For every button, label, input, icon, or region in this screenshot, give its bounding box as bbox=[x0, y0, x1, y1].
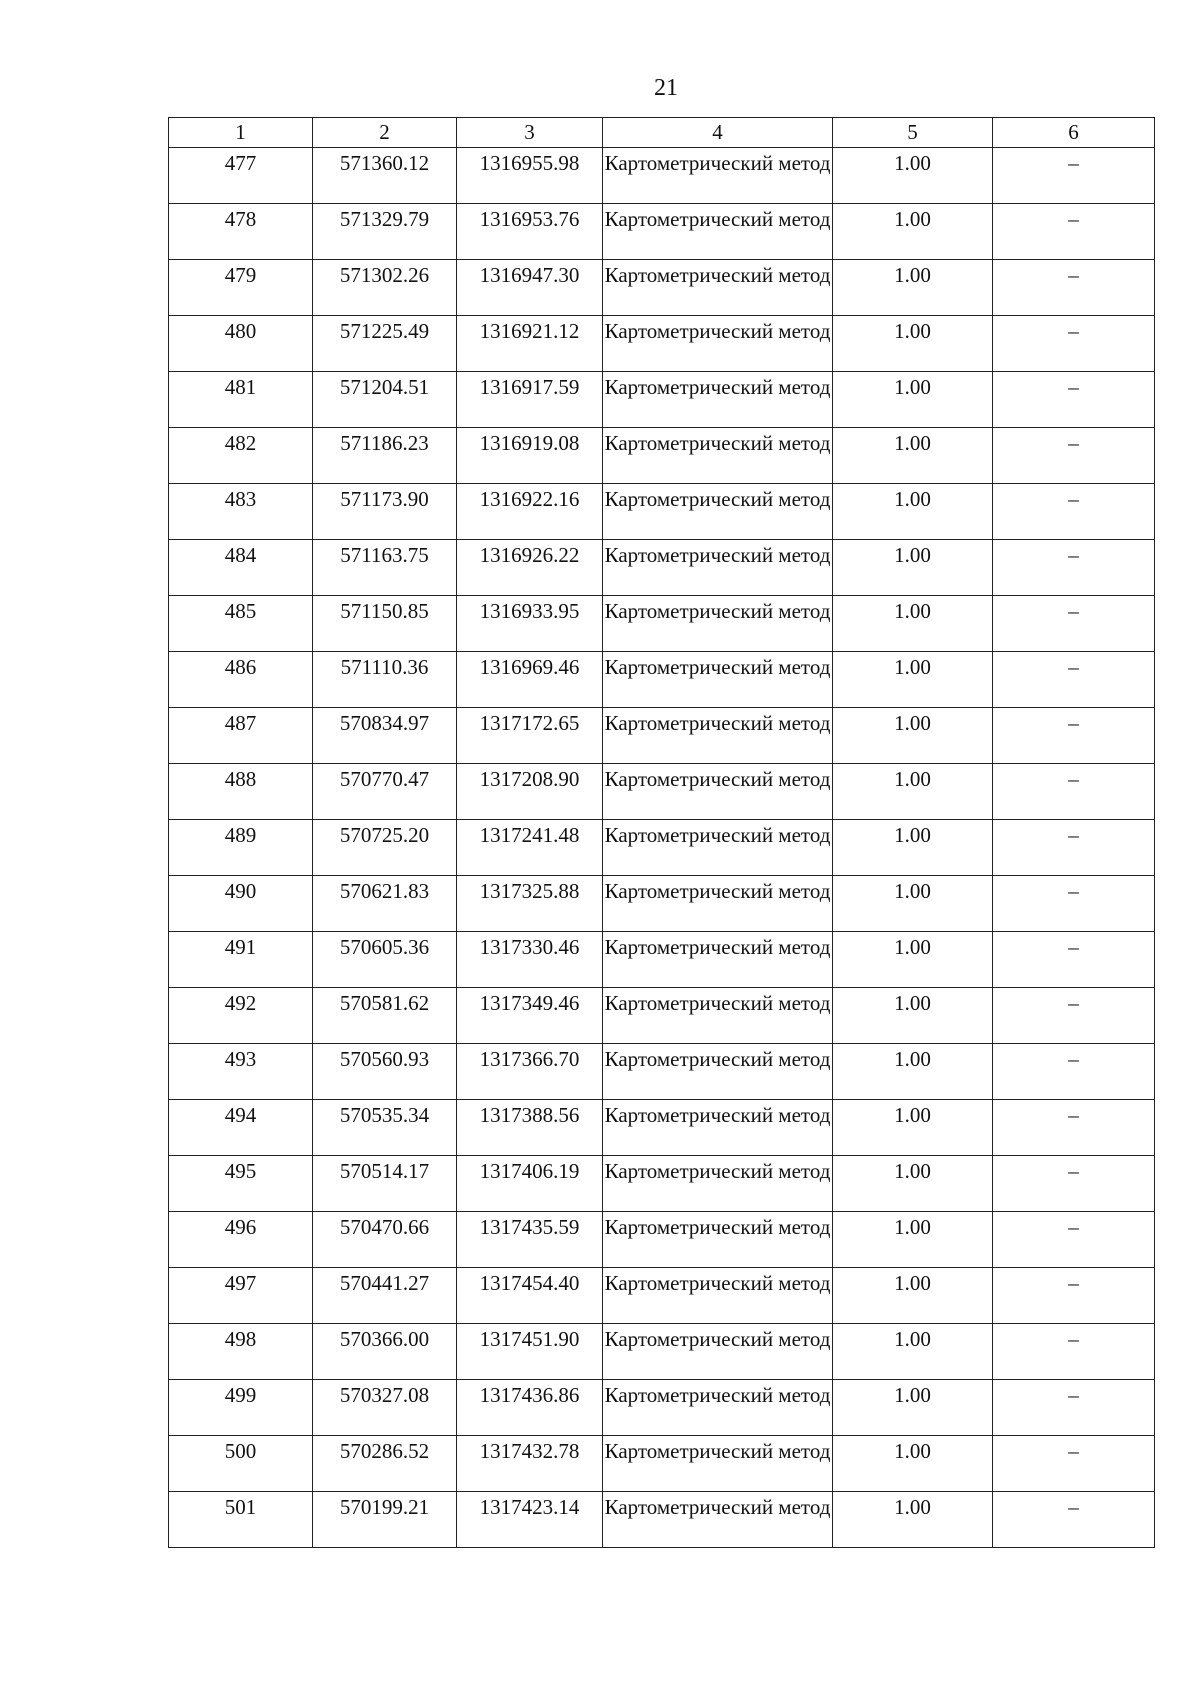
header-cell-5: 5 bbox=[833, 118, 993, 148]
y-coordinate-cell: 1317330.46 bbox=[457, 932, 603, 988]
note-cell: – bbox=[993, 876, 1155, 932]
x-coordinate-cell: 571329.79 bbox=[313, 204, 457, 260]
accuracy-cell: 1.00 bbox=[833, 428, 993, 484]
y-coordinate-cell: 1317366.70 bbox=[457, 1044, 603, 1100]
accuracy-cell: 1.00 bbox=[833, 708, 993, 764]
table-row bbox=[169, 764, 1155, 820]
method-cell: Картометрический метод bbox=[603, 1212, 833, 1268]
point-number-cell: 484 bbox=[169, 540, 313, 596]
point-number-cell: 497 bbox=[169, 1268, 313, 1324]
x-coordinate-cell: 571150.85 bbox=[313, 596, 457, 652]
x-coordinate-cell: 570560.93 bbox=[313, 1044, 457, 1100]
method-cell: Картометрический метод bbox=[603, 540, 833, 596]
note-cell: – bbox=[993, 764, 1155, 820]
method-cell: Картометрический метод bbox=[603, 932, 833, 988]
accuracy-cell: 1.00 bbox=[833, 820, 993, 876]
y-coordinate-cell: 1316921.12 bbox=[457, 316, 603, 372]
y-coordinate-cell: 1317432.78 bbox=[457, 1436, 603, 1492]
method-cell: Картометрический метод bbox=[603, 652, 833, 708]
table-row bbox=[169, 596, 1155, 652]
point-number-cell: 500 bbox=[169, 1436, 313, 1492]
accuracy-cell: 1.00 bbox=[833, 1268, 993, 1324]
method-cell: Картометрический метод bbox=[603, 1044, 833, 1100]
table-row bbox=[169, 988, 1155, 1044]
x-coordinate-cell: 570621.83 bbox=[313, 876, 457, 932]
y-coordinate-cell: 1317172.65 bbox=[457, 708, 603, 764]
y-coordinate-cell: 1317436.86 bbox=[457, 1380, 603, 1436]
point-number-cell: 501 bbox=[169, 1492, 313, 1548]
y-coordinate-cell: 1317241.48 bbox=[457, 820, 603, 876]
accuracy-cell: 1.00 bbox=[833, 1044, 993, 1100]
table-row bbox=[169, 204, 1155, 260]
method-cell: Картометрический метод bbox=[603, 372, 833, 428]
x-coordinate-cell: 570286.52 bbox=[313, 1436, 457, 1492]
table-row bbox=[169, 428, 1155, 484]
accuracy-cell: 1.00 bbox=[833, 260, 993, 316]
note-cell: – bbox=[993, 204, 1155, 260]
header-cell-1: 1 bbox=[169, 118, 313, 148]
accuracy-cell: 1.00 bbox=[833, 988, 993, 1044]
point-number-cell: 489 bbox=[169, 820, 313, 876]
table-row bbox=[169, 1436, 1155, 1492]
note-cell: – bbox=[993, 988, 1155, 1044]
x-coordinate-cell: 570199.21 bbox=[313, 1492, 457, 1548]
y-coordinate-cell: 1317435.59 bbox=[457, 1212, 603, 1268]
coordinates-table bbox=[168, 117, 1155, 1548]
y-coordinate-cell: 1316919.08 bbox=[457, 428, 603, 484]
x-coordinate-cell: 571110.36 bbox=[313, 652, 457, 708]
accuracy-cell: 1.00 bbox=[833, 316, 993, 372]
accuracy-cell: 1.00 bbox=[833, 372, 993, 428]
x-coordinate-cell: 570470.66 bbox=[313, 1212, 457, 1268]
x-coordinate-cell: 570725.20 bbox=[313, 820, 457, 876]
y-coordinate-cell: 1316926.22 bbox=[457, 540, 603, 596]
note-cell: – bbox=[993, 1044, 1155, 1100]
accuracy-cell: 1.00 bbox=[833, 1100, 993, 1156]
x-coordinate-cell: 570441.27 bbox=[313, 1268, 457, 1324]
y-coordinate-cell: 1317423.14 bbox=[457, 1492, 603, 1548]
x-coordinate-cell: 571186.23 bbox=[313, 428, 457, 484]
note-cell: – bbox=[993, 1156, 1155, 1212]
note-cell: – bbox=[993, 1100, 1155, 1156]
point-number-cell: 494 bbox=[169, 1100, 313, 1156]
y-coordinate-cell: 1317454.40 bbox=[457, 1268, 603, 1324]
table-row bbox=[169, 1156, 1155, 1212]
method-cell: Картометрический метод bbox=[603, 988, 833, 1044]
accuracy-cell: 1.00 bbox=[833, 1324, 993, 1380]
accuracy-cell: 1.00 bbox=[833, 148, 993, 204]
method-cell: Картометрический метод bbox=[603, 820, 833, 876]
y-coordinate-cell: 1316969.46 bbox=[457, 652, 603, 708]
accuracy-cell: 1.00 bbox=[833, 1380, 993, 1436]
x-coordinate-cell: 571302.26 bbox=[313, 260, 457, 316]
header-cell-3: 3 bbox=[457, 118, 603, 148]
y-coordinate-cell: 1317388.56 bbox=[457, 1100, 603, 1156]
table-row bbox=[169, 932, 1155, 988]
point-number-cell: 479 bbox=[169, 260, 313, 316]
accuracy-cell: 1.00 bbox=[833, 596, 993, 652]
page-number: 21 bbox=[654, 75, 678, 101]
x-coordinate-cell: 571163.75 bbox=[313, 540, 457, 596]
header-row bbox=[169, 118, 1155, 148]
y-coordinate-cell: 1317406.19 bbox=[457, 1156, 603, 1212]
y-coordinate-cell: 1317349.46 bbox=[457, 988, 603, 1044]
point-number-cell: 481 bbox=[169, 372, 313, 428]
note-cell: – bbox=[993, 372, 1155, 428]
method-cell: Картометрический метод bbox=[603, 1436, 833, 1492]
note-cell: – bbox=[993, 316, 1155, 372]
table-row bbox=[169, 316, 1155, 372]
table-row bbox=[169, 652, 1155, 708]
method-cell: Картометрический метод bbox=[603, 596, 833, 652]
method-cell: Картометрический метод bbox=[603, 148, 833, 204]
method-cell: Картометрический метод bbox=[603, 1100, 833, 1156]
point-number-cell: 490 bbox=[169, 876, 313, 932]
y-coordinate-cell: 1317208.90 bbox=[457, 764, 603, 820]
table-body bbox=[169, 148, 1155, 1548]
y-coordinate-cell: 1316947.30 bbox=[457, 260, 603, 316]
method-cell: Картометрический метод bbox=[603, 428, 833, 484]
point-number-cell: 478 bbox=[169, 204, 313, 260]
method-cell: Картометрический метод bbox=[603, 1268, 833, 1324]
accuracy-cell: 1.00 bbox=[833, 1156, 993, 1212]
note-cell: – bbox=[993, 1436, 1155, 1492]
x-coordinate-cell: 571225.49 bbox=[313, 316, 457, 372]
y-coordinate-cell: 1316953.76 bbox=[457, 204, 603, 260]
point-number-cell: 491 bbox=[169, 932, 313, 988]
point-number-cell: 488 bbox=[169, 764, 313, 820]
point-number-cell: 498 bbox=[169, 1324, 313, 1380]
point-number-cell: 482 bbox=[169, 428, 313, 484]
note-cell: – bbox=[993, 428, 1155, 484]
table-row bbox=[169, 484, 1155, 540]
accuracy-cell: 1.00 bbox=[833, 1492, 993, 1548]
method-cell: Картометрический метод bbox=[603, 1156, 833, 1212]
note-cell: – bbox=[993, 1212, 1155, 1268]
x-coordinate-cell: 570770.47 bbox=[313, 764, 457, 820]
y-coordinate-cell: 1317325.88 bbox=[457, 876, 603, 932]
point-number-cell: 495 bbox=[169, 1156, 313, 1212]
method-cell: Картометрический метод bbox=[603, 204, 833, 260]
accuracy-cell: 1.00 bbox=[833, 932, 993, 988]
point-number-cell: 487 bbox=[169, 708, 313, 764]
y-coordinate-cell: 1316933.95 bbox=[457, 596, 603, 652]
header-cell-2: 2 bbox=[313, 118, 457, 148]
method-cell: Картометрический метод bbox=[603, 484, 833, 540]
accuracy-cell: 1.00 bbox=[833, 764, 993, 820]
table-row bbox=[169, 1324, 1155, 1380]
x-coordinate-cell: 570581.62 bbox=[313, 988, 457, 1044]
accuracy-cell: 1.00 bbox=[833, 876, 993, 932]
accuracy-cell: 1.00 bbox=[833, 540, 993, 596]
table-row bbox=[169, 260, 1155, 316]
accuracy-cell: 1.00 bbox=[833, 1436, 993, 1492]
note-cell: – bbox=[993, 820, 1155, 876]
table-row bbox=[169, 876, 1155, 932]
table-row bbox=[169, 1492, 1155, 1548]
accuracy-cell: 1.00 bbox=[833, 652, 993, 708]
method-cell: Картометрический метод bbox=[603, 1324, 833, 1380]
method-cell: Картометрический метод bbox=[603, 316, 833, 372]
table-header bbox=[169, 118, 1155, 148]
note-cell: – bbox=[993, 652, 1155, 708]
note-cell: – bbox=[993, 260, 1155, 316]
x-coordinate-cell: 570327.08 bbox=[313, 1380, 457, 1436]
note-cell: – bbox=[993, 1268, 1155, 1324]
point-number-cell: 486 bbox=[169, 652, 313, 708]
note-cell: – bbox=[993, 708, 1155, 764]
table-row bbox=[169, 372, 1155, 428]
method-cell: Картометрический метод bbox=[603, 260, 833, 316]
note-cell: – bbox=[993, 1492, 1155, 1548]
table-row bbox=[169, 1380, 1155, 1436]
y-coordinate-cell: 1316955.98 bbox=[457, 148, 603, 204]
accuracy-cell: 1.00 bbox=[833, 1212, 993, 1268]
x-coordinate-cell: 570535.34 bbox=[313, 1100, 457, 1156]
note-cell: – bbox=[993, 148, 1155, 204]
table-row bbox=[169, 1044, 1155, 1100]
table-row bbox=[169, 540, 1155, 596]
point-number-cell: 493 bbox=[169, 1044, 313, 1100]
note-cell: – bbox=[993, 484, 1155, 540]
x-coordinate-cell: 570514.17 bbox=[313, 1156, 457, 1212]
accuracy-cell: 1.00 bbox=[833, 204, 993, 260]
table-row bbox=[169, 1212, 1155, 1268]
y-coordinate-cell: 1317451.90 bbox=[457, 1324, 603, 1380]
x-coordinate-cell: 570834.97 bbox=[313, 708, 457, 764]
note-cell: – bbox=[993, 1380, 1155, 1436]
x-coordinate-cell: 571173.90 bbox=[313, 484, 457, 540]
header-cell-6: 6 bbox=[993, 118, 1155, 148]
x-coordinate-cell: 571204.51 bbox=[313, 372, 457, 428]
accuracy-cell: 1.00 bbox=[833, 484, 993, 540]
note-cell: – bbox=[993, 540, 1155, 596]
y-coordinate-cell: 1316922.16 bbox=[457, 484, 603, 540]
table-row bbox=[169, 148, 1155, 204]
point-number-cell: 499 bbox=[169, 1380, 313, 1436]
table-row bbox=[169, 1268, 1155, 1324]
point-number-cell: 496 bbox=[169, 1212, 313, 1268]
table-row bbox=[169, 1100, 1155, 1156]
method-cell: Картометрический метод bbox=[603, 1380, 833, 1436]
note-cell: – bbox=[993, 1324, 1155, 1380]
table-row bbox=[169, 820, 1155, 876]
x-coordinate-cell: 570605.36 bbox=[313, 932, 457, 988]
x-coordinate-cell: 571360.12 bbox=[313, 148, 457, 204]
header-cell-4: 4 bbox=[603, 118, 833, 148]
method-cell: Картометрический метод bbox=[603, 764, 833, 820]
point-number-cell: 477 bbox=[169, 148, 313, 204]
point-number-cell: 492 bbox=[169, 988, 313, 1044]
point-number-cell: 480 bbox=[169, 316, 313, 372]
method-cell: Картометрический метод bbox=[603, 708, 833, 764]
point-number-cell: 483 bbox=[169, 484, 313, 540]
table-row bbox=[169, 708, 1155, 764]
note-cell: – bbox=[993, 932, 1155, 988]
x-coordinate-cell: 570366.00 bbox=[313, 1324, 457, 1380]
note-cell: – bbox=[993, 596, 1155, 652]
point-number-cell: 485 bbox=[169, 596, 313, 652]
method-cell: Картометрический метод bbox=[603, 1492, 833, 1548]
method-cell: Картометрический метод bbox=[603, 876, 833, 932]
y-coordinate-cell: 1316917.59 bbox=[457, 372, 603, 428]
